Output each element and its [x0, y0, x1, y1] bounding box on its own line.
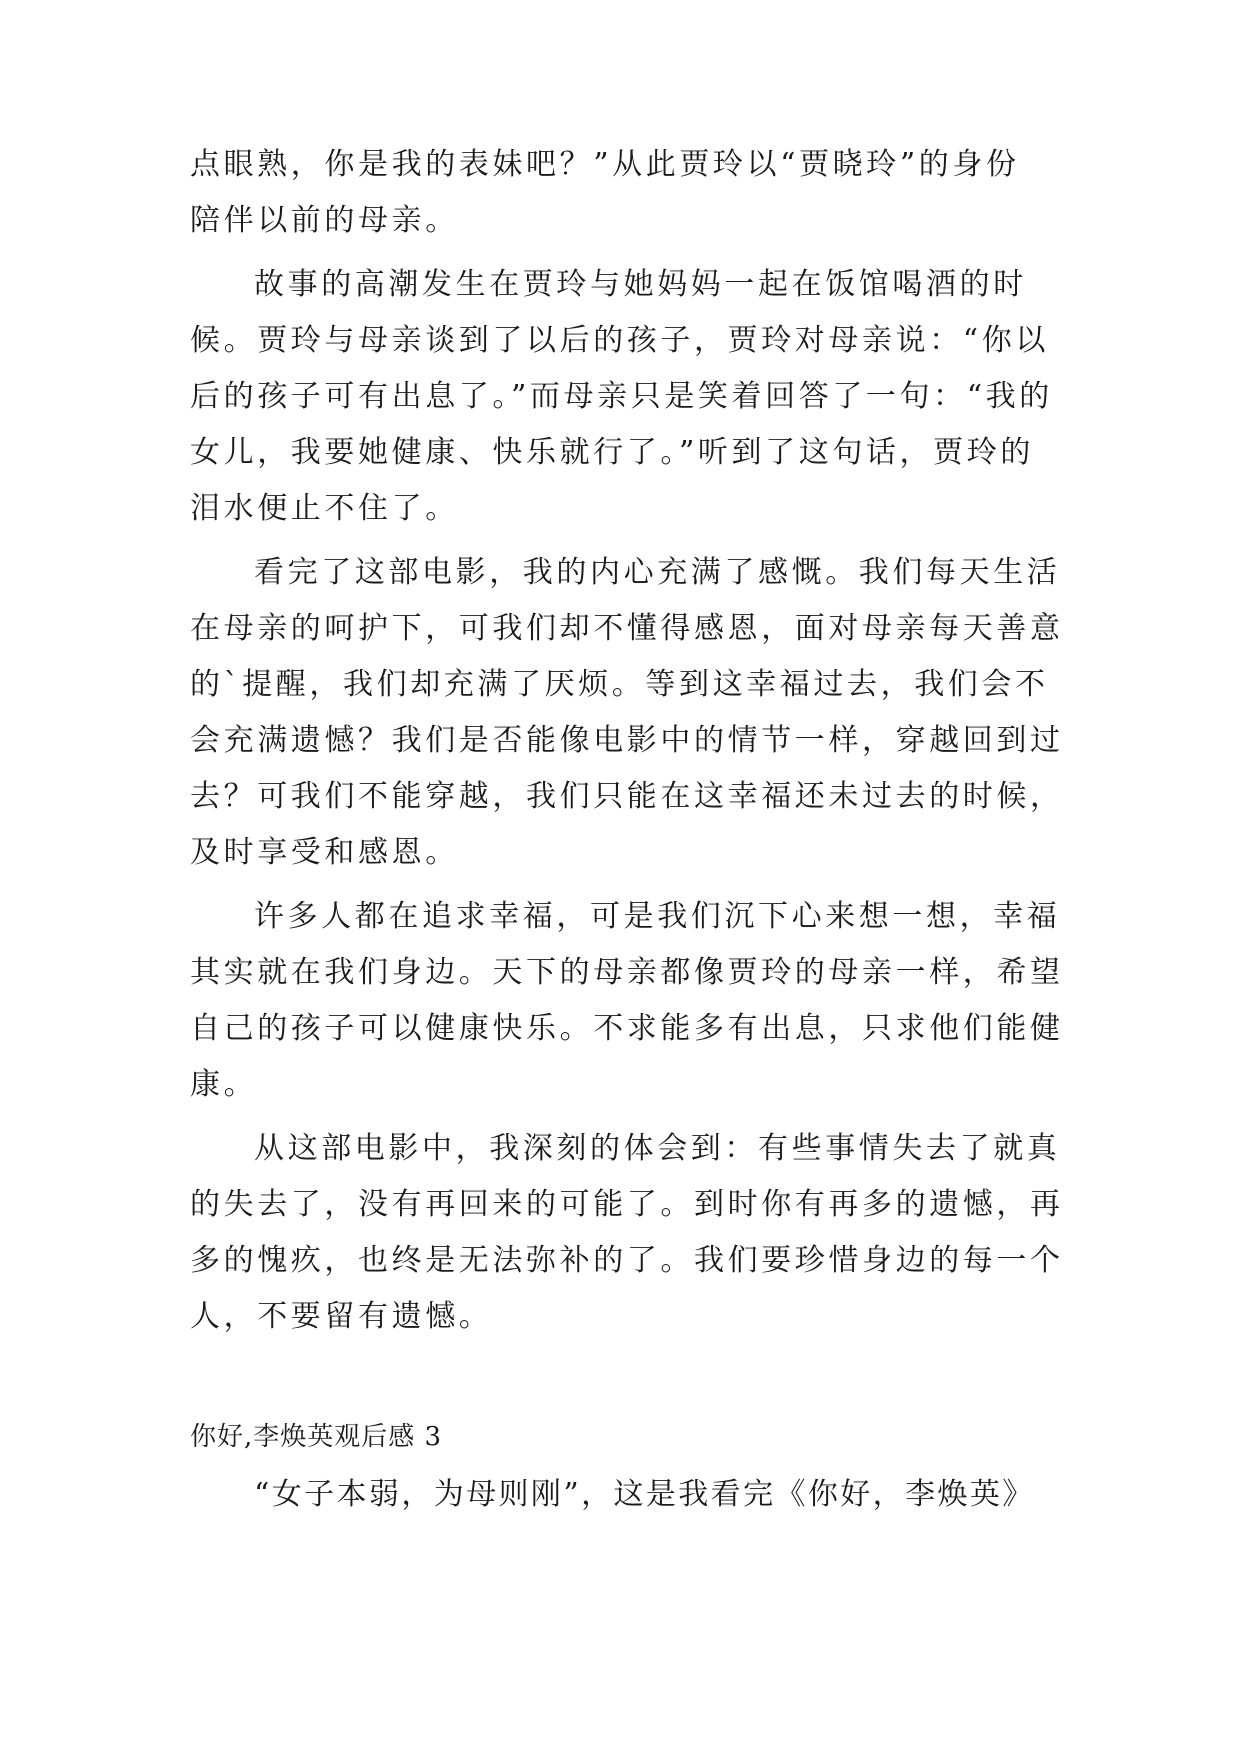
paragraph-4-line-1: 许多人都在追求幸福，可是我们沉下心来想一想，幸福 — [254, 899, 1061, 934]
paragraph-2-line-4: 女儿，我要她健康、快乐就行了。”听到了这句话，贾玲的 — [190, 435, 1034, 470]
final-paragraph-line-1: “女子本弱，为母则刚”，这是我看完《你好，李焕英》 — [254, 1477, 1035, 1512]
paragraph-4-line-4: 康。 — [190, 1067, 258, 1102]
paragraph-2-line-2: 候。贾玲与母亲谈到了以后的孩子，贾玲对母亲说：“你以 — [190, 323, 1049, 358]
paragraph-5-line-4: 人，不要留有遗憾。 — [190, 1299, 493, 1334]
paragraph-3-line-1: 看完了这部电影，我的内心充满了感慨。我们每天生活 — [254, 555, 1061, 590]
paragraph-5-line-3: 多的愧疚，也终是无法弥补的了。我们要珍惜身边的每一个 — [190, 1243, 1064, 1278]
paragraph-3-line-5: 去？可我们不能穿越，我们只能在这幸福还未过去的时候， — [190, 779, 1064, 814]
paragraph-2-line-3: 后的孩子可有出息了。”而母亲只是笑着回答了一句：“我的 — [190, 379, 1053, 414]
paragraph-4-line-3: 自己的孩子可以健康快乐。不求能多有出息，只求他们能健 — [190, 1011, 1064, 1046]
paragraph-4-line-2: 其实就在我们身边。天下的母亲都像贾玲的母亲一样，希望 — [190, 955, 1064, 990]
section-heading: 你好,李焕英观后感 3 — [190, 1422, 443, 1452]
paragraph-3-line-3: 的`提醒，我们却充满了厌烦。等到这幸福过去，我们会不 — [190, 667, 1049, 702]
paragraph-3-line-4: 会充满遗憾？我们是否能像电影中的情节一样，穿越回到过 — [190, 723, 1064, 758]
paragraph-3-line-6: 及时享受和感恩。 — [190, 835, 459, 870]
paragraph-1-line-1: 点眼熟，你是我的表妹吧？”从此贾玲以“贾晓玲”的身份 — [190, 147, 1020, 182]
paragraph-5-line-2: 的失去了，没有再回来的可能了。到时你有再多的遗憾，再 — [190, 1187, 1064, 1222]
paragraph-3-line-2: 在母亲的呵护下，可我们却不懂得感恩，面对母亲每天善意 — [190, 611, 1064, 646]
paragraph-2-line-5: 泪水便止不住了。 — [190, 491, 459, 526]
paragraph-2-line-1: 故事的高潮发生在贾玲与她妈妈一起在饭馆喝酒的时 — [254, 267, 1027, 302]
paragraph-1-line-2: 陪伴以前的母亲。 — [190, 203, 459, 238]
paragraph-5-line-1: 从这部电影中，我深刻的体会到：有些事情失去了就真 — [254, 1131, 1061, 1166]
